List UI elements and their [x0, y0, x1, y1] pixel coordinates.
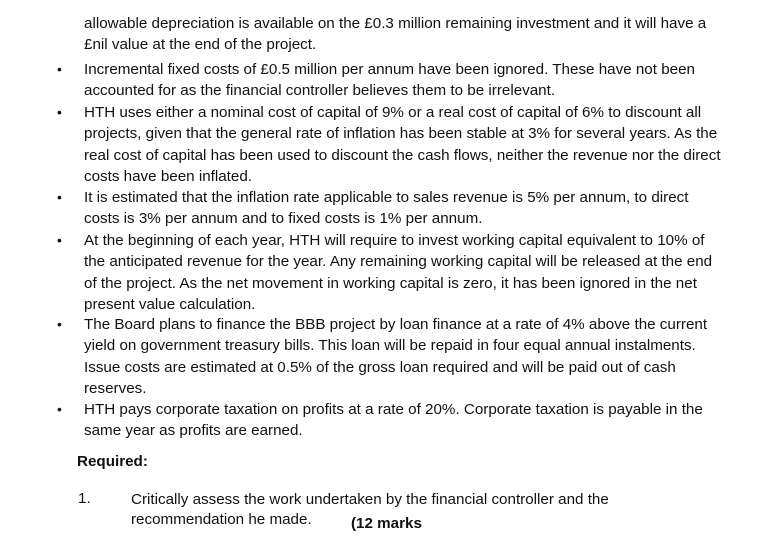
question-number: 1.: [78, 490, 91, 507]
bullet-marker: •: [57, 61, 62, 77]
bullet-corporate-tax: HTH pays corporate taxation on profits at a rate of 20%. Corporate taxation is payable in the same year as profits are earned.: [84, 401, 703, 440]
bullet-marker: •: [57, 401, 62, 417]
bullet-marker: •: [57, 316, 62, 332]
continuation-paragraph: allowable depreciation is available on the £0.3 million remaining investment and it will have a £nil value at the end of the project.: [84, 15, 707, 54]
required-heading: Required:: [77, 453, 148, 470]
bullet-working-capital: At the beginning of each year, HTH will require to invest working capital equivalent to 10% of the anticipated revenue for the year. Any remaining working capital will be released at the end of the project. As the net movement in working capital is zero, it has been ignored in the net present value calculation.: [84, 232, 713, 313]
bullet-cost-of-capital: HTH uses either a nominal cost of capital of 9% or a real cost of capital of 6% to discount all projects, given that the general rate of inflation has been stable at 3% for several years. As the real cost of capital has been used to discount the cash flows, neither the revenue nor the direct costs have been inflated.: [84, 104, 721, 185]
bullet-loan-finance: The Board plans to finance the BBB project by loan finance at a rate of 4% above the current yield on government treasury bills. This loan will be repaid in four equal annual instalments. Issue costs are estimated at 0.5% of the gross loan required and will be paid out of cash reserves.: [84, 316, 708, 397]
bullet-marker: •: [57, 232, 62, 248]
bullet-marker: •: [57, 104, 62, 120]
question-text: Critically assess the work undertaken by the financial controller and the recommendation he made.: [131, 491, 609, 528]
question-marks: (12 marks: [351, 515, 422, 532]
bullet-inflation-rates: It is estimated that the inflation rate applicable to sales revenue is 5% per annum, to direct costs is 3% per annum and to fixed costs is 1% per annum.: [84, 189, 689, 228]
bullet-marker: •: [57, 189, 62, 205]
bullet-fixed-costs: Incremental fixed costs of £0.5 million per annum have been ignored. These have not been accounted for as the financial controller believes them to be irrelevant.: [84, 61, 695, 100]
